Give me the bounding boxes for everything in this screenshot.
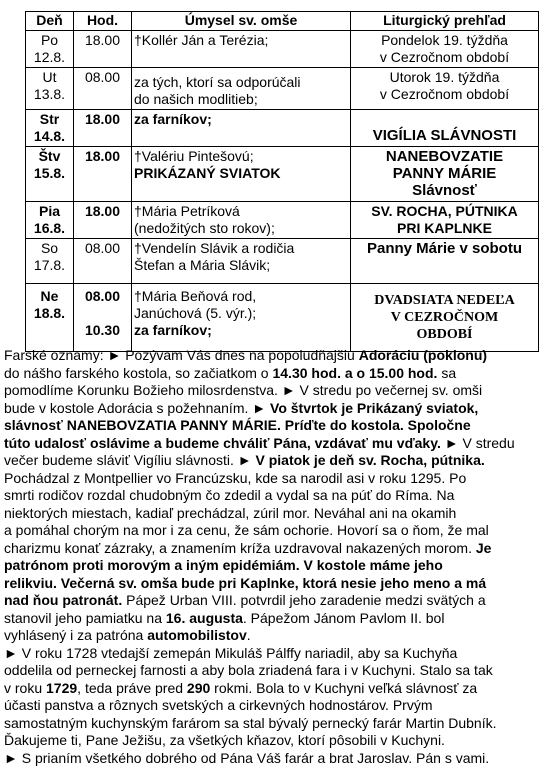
announcement-line: pomodlíme Korunku Božieho milosrdenstva. ► V stredu po večernej sv. omši bbox=[4, 382, 483, 398]
mass-time: 18.00 bbox=[84, 32, 121, 48]
day-cell bbox=[26, 31, 74, 68]
announcement-line bbox=[4, 365, 542, 383]
intention-text: za farníkov; bbox=[134, 322, 212, 338]
mass-time: 08.00 bbox=[84, 240, 121, 256]
header-intention: Úmysel sv. omše bbox=[132, 12, 351, 31]
intention-text: †Kollér Ján a Terézia; bbox=[134, 32, 269, 48]
text: . bbox=[246, 627, 251, 643]
text-bold: 1729 bbox=[46, 679, 78, 696]
text-bold: nad ňou patronát. bbox=[4, 592, 123, 608]
announcement-line bbox=[4, 347, 542, 365]
intention-text: †Valériu Pintešovú; bbox=[134, 148, 254, 164]
text-bold: Vo štvrtok je Prikázaný sviatok, bbox=[270, 399, 479, 416]
text: v roku bbox=[4, 679, 47, 696]
announcement-line bbox=[4, 435, 542, 453]
day-cell bbox=[26, 147, 74, 202]
liturgy-line: NANEBOVZATIE bbox=[385, 148, 504, 165]
time-cell bbox=[74, 284, 132, 352]
liturgy-cell bbox=[351, 110, 539, 147]
announcement-line: niektorých miestach, kadiaľ prechádzal, zúril mor. Neváhal ani na okamih bbox=[4, 504, 457, 521]
intention-text: Janúchová (5. výr.); bbox=[134, 305, 257, 321]
liturgy-cell bbox=[351, 239, 539, 284]
day-cell bbox=[26, 202, 74, 239]
liturgy-line: VIGÍLIA SLÁVNOSTI bbox=[372, 127, 517, 144]
text: sa bbox=[437, 364, 457, 381]
mass-time: 18.00 bbox=[84, 148, 121, 164]
liturgy-line: Pondelok 19. týždňa bbox=[381, 32, 508, 48]
parish-announcements bbox=[4, 347, 542, 767]
table-row bbox=[26, 202, 539, 239]
day-name: So bbox=[40, 240, 59, 256]
liturgy-line: Utorok 19. týždňa bbox=[389, 69, 500, 85]
liturgy-cell bbox=[351, 284, 539, 352]
header-day: Deň bbox=[26, 12, 74, 31]
liturgy-line: v Cezročnom období bbox=[379, 86, 510, 102]
text: . Pápežom Jánom Pavlom II. bol bbox=[242, 609, 445, 626]
text-bold: Adoráciu (poklonu) bbox=[358, 347, 488, 363]
intention-text: (nedožitých sto rokov); bbox=[134, 220, 275, 236]
announcement-line: Ďakujeme ti, Pane Ježišu, za všetkých kňazov, ktorí pôsobili v Kuchyni. bbox=[4, 732, 445, 748]
liturgy-line: V CEZROČNOM bbox=[390, 310, 499, 325]
announcement-line: a pomáhal chorým na mor i za cenu, že sám ochorie. Hovorí sa o ňom, že mal bbox=[4, 522, 489, 538]
text-bold: V piatok je deň sv. Rocha, pútnika. bbox=[255, 452, 485, 468]
liturgy-cell bbox=[351, 202, 539, 239]
day-cell bbox=[26, 239, 74, 284]
table-row bbox=[26, 147, 539, 202]
text-bold: Je bbox=[475, 539, 492, 556]
mass-time: 18.00 bbox=[84, 111, 121, 127]
header-hour: Hod. bbox=[74, 12, 132, 31]
day-name: Ut bbox=[42, 69, 57, 85]
time-cell bbox=[74, 31, 132, 68]
liturgy-line: OBDOBÍ bbox=[416, 327, 473, 342]
mass-time: 10.30 bbox=[84, 322, 121, 338]
text: ► V stredu bbox=[440, 434, 515, 451]
text: rokmi. Bola to v Kuchyni veľká slávnosť za bbox=[210, 679, 478, 696]
liturgy-line: Slávnosť bbox=[412, 182, 477, 199]
liturgy-line: DVADSIATA NEDEĽA bbox=[374, 293, 515, 308]
announcement-line: ► S prianím všetkého dobrého od Pána Váš farár a brat Jaroslav. Pán s vami. bbox=[4, 749, 490, 766]
intention-text: †Mária Petríková bbox=[134, 203, 240, 219]
time-cell bbox=[74, 110, 132, 147]
intention-text: Štefan a Mária Slávik; bbox=[134, 257, 271, 273]
announcement-line bbox=[4, 680, 542, 698]
day-name: Štv bbox=[38, 148, 61, 164]
announcement-line: samostatným kuchynským farárom sa stal bývalý pernecký farár Martin Dubník. bbox=[4, 714, 497, 731]
table-row bbox=[26, 239, 539, 284]
announcement-line: smrti rodičov rozdal chudobným čo zdedil a vydal sa na púť do Ríma. Na bbox=[4, 487, 455, 503]
intention-cell bbox=[132, 284, 351, 352]
announcement-line: slávnosť NANEBOVZATIA PANNY MÁRIE. Príďte do kostola. Spoločne bbox=[4, 417, 471, 433]
day-date: 12.8. bbox=[33, 49, 66, 65]
announcement-line bbox=[4, 452, 542, 470]
table-header-row bbox=[26, 12, 539, 31]
text-bold: 16. augusta bbox=[165, 609, 243, 626]
time-cell bbox=[74, 239, 132, 284]
mass-time: 08.00 bbox=[84, 288, 121, 304]
day-cell bbox=[26, 110, 74, 147]
day-date: 13.8. bbox=[33, 86, 66, 102]
intention-text: †Vendelín Slávik a rodičia bbox=[134, 240, 295, 256]
day-name: Str bbox=[39, 111, 60, 127]
intention-cell bbox=[132, 147, 351, 202]
time-cell bbox=[74, 68, 132, 110]
text: do nášho farského kostola, so začiatkom o bbox=[4, 364, 273, 381]
day-date: 15.8. bbox=[33, 165, 66, 181]
text: večer budeme sláviť Vigíliu slávnosti. ► bbox=[4, 452, 256, 468]
day-cell bbox=[26, 284, 74, 352]
liturgy-cell bbox=[351, 68, 539, 110]
text: , teda práve pred bbox=[77, 679, 187, 696]
intention-text: za tých, ktorí sa odporúčali bbox=[134, 74, 301, 90]
mass-schedule-table bbox=[25, 11, 539, 352]
announcement-line bbox=[4, 540, 542, 558]
liturgy-cell bbox=[351, 31, 539, 68]
day-date: 18.8. bbox=[33, 305, 66, 321]
text: bude v kostole Adorácia s požehnaním. ► bbox=[4, 399, 271, 416]
text: charizmu konať zázraky, a znamením kríža uzdravoval nakazených morom. bbox=[4, 539, 476, 556]
text-bold: 14.30 hod. a o 15.00 hod. bbox=[272, 364, 438, 381]
day-date: 16.8. bbox=[33, 220, 66, 236]
announcement-line: patrónom proti morovým a iným epidémiám. V kostole máme jeho bbox=[4, 557, 443, 573]
text: Farské oznamy: ► Pozývam Vás dnes na popoludňajšiu bbox=[4, 347, 359, 363]
announcement-line: oddelila od perneckej farnosti a aby bola zriadená fara i v Kuchyni. Stalo sa tak bbox=[4, 662, 493, 678]
liturgy-line: PRI KAPLNKE bbox=[397, 220, 492, 236]
intention-cell bbox=[132, 68, 351, 110]
table-row bbox=[26, 284, 539, 352]
announcement-line bbox=[4, 592, 542, 610]
time-cell bbox=[74, 202, 132, 239]
table-row bbox=[26, 31, 539, 68]
text-bold: automobilistov bbox=[147, 627, 247, 643]
announcement-line: ► V roku 1728 vtedajší zemepán Mikuláš Pálffy nariadil, aby sa Kuchyňa bbox=[4, 644, 458, 661]
intention-text: za farníkov; bbox=[134, 111, 212, 127]
mass-time: 08.00 bbox=[84, 69, 121, 85]
time-cell bbox=[74, 147, 132, 202]
day-name: Ne bbox=[40, 288, 59, 304]
intention-cell bbox=[132, 202, 351, 239]
text: stanovil jeho pamiatku na bbox=[4, 609, 166, 626]
text: Pápež Urban VIII. potvrdil jeho zaradenie medzi svätých a bbox=[122, 592, 486, 608]
header-liturgy: Liturgický prehľad bbox=[351, 12, 539, 31]
intention-cell bbox=[132, 239, 351, 284]
liturgy-line: Panny Márie v sobotu bbox=[366, 240, 523, 257]
text-bold: túto udalosť oslávime a budeme chváliť Pána, vzdávať mu vďaky. bbox=[4, 434, 441, 451]
announcement-line: Pochádzal z Montpellier vo Francúzsku, kde sa narodil asi v roku 1295. Po bbox=[4, 469, 467, 486]
text-bold: 290 bbox=[186, 679, 211, 696]
day-name: Po bbox=[40, 32, 59, 48]
announcement-line: účasti panstva a rôznych svetských a cirkevných hodnostárov. Prvým bbox=[4, 697, 433, 713]
intention-text: PRIKÁZANÝ SVIATOK bbox=[134, 165, 281, 181]
liturgy-line: PANNY MÁRIE bbox=[392, 165, 497, 182]
mass-time: 18.00 bbox=[84, 203, 121, 219]
table-row bbox=[26, 110, 539, 147]
announcement-line bbox=[4, 627, 542, 645]
text: vyhlásený i za patróna bbox=[4, 627, 148, 643]
table-row bbox=[26, 68, 539, 110]
liturgy-line: SV. ROCHA, PÚTNIKA bbox=[371, 203, 518, 219]
day-date: 17.8. bbox=[33, 257, 66, 273]
day-date: 14.8. bbox=[33, 128, 66, 144]
liturgy-line: v Cezročnom období bbox=[379, 49, 510, 65]
day-cell bbox=[26, 68, 74, 110]
intention-text: †Mária Beňová rod, bbox=[134, 288, 257, 304]
day-name: Pia bbox=[38, 203, 60, 219]
announcement-line: relikviu. Večerná sv. omša bude pri Kaplnke, ktorá nesie jeho meno a má bbox=[4, 574, 487, 591]
liturgy-cell bbox=[351, 147, 539, 202]
announcement-line bbox=[4, 610, 542, 628]
intention-cell bbox=[132, 110, 351, 147]
intention-text: do našich modlitieb; bbox=[134, 91, 258, 107]
intention-cell bbox=[132, 31, 351, 68]
announcement-line bbox=[4, 400, 542, 418]
